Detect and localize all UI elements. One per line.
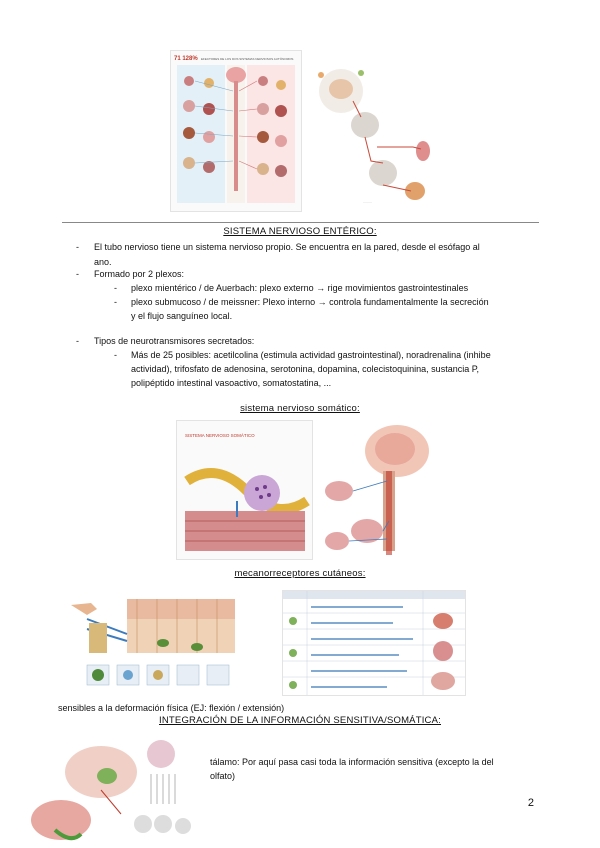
page-number: 2 <box>527 797 534 809</box>
plexus-myenteric: plexo mientérico / de Auerbach: plexo externo → rige movimientos gastrointestinales <box>131 283 469 293</box>
neurotransmitters-line-1: Más de 25 posibles: acetilcolina (estimula actividad gastrointestinal), noradrenalina (inhibe <box>131 350 491 360</box>
somatic-heading: sistema nervioso somático: <box>240 403 360 414</box>
sub-bullet-dash: - <box>114 297 117 307</box>
mechanoreceptors-heading: mecanorreceptores cutáneos: <box>234 568 366 579</box>
bullet-dash: - <box>76 242 79 252</box>
enteric-item-1-line-1: El tubo nervioso tiene un sistema nervioso propio. Se encuentra en la pared, desde el esófago al <box>94 242 480 252</box>
plexus-submucous-line-1: plexo submucoso / de meissner: Plexo interno → controla fundamentalmente la secreción <box>131 297 489 307</box>
mechanoreceptors-caption: sensibles a la deformación física (EJ: flexión / extensión) <box>58 703 285 713</box>
thalamus-line-1: tálamo: Por aquí pasa casi toda la información sensitiva (excepto la del <box>210 757 494 767</box>
enteric-item-2: Formado por 2 plexos: <box>94 269 185 279</box>
plexus-submucous-line-2: y el flujo sanguíneo local. <box>131 311 233 321</box>
neurotransmitters-line-2: actividad), trifosfato de adenosina, serotonina, dopamina, colecistoquinina, sustancia P, <box>131 364 480 374</box>
bullet-dash: - <box>76 269 79 279</box>
sub-bullet-dash: - <box>114 283 117 293</box>
integration-heading: INTEGRACIÓN DE LA INFORMACIÓN SENSITIVA/SOMÁTICA: <box>159 715 441 726</box>
neurotransmitters-line-3: polipéptido intestinal vasoactivo, somatostatina, ... <box>131 378 332 388</box>
svg-text:·········: ········· <box>363 200 372 204</box>
thalamus-line-2: olfato) <box>210 771 236 781</box>
section-divider <box>62 222 539 223</box>
somatic-reflex-figure <box>316 420 438 560</box>
figure-title: 71 128% <box>174 56 198 62</box>
thalamus-brain-figure <box>10 733 202 847</box>
receptor-classification-figure <box>282 590 466 696</box>
enteric-item-1-line-2: ano. <box>94 257 112 267</box>
enteric-heading: SISTEMA NERVIOSO ENTÉRICO: <box>223 226 377 237</box>
parasympathetic-innervation-figure <box>302 50 434 212</box>
enteric-item-3: Tipos de neurotransmisores secretados: <box>94 336 255 346</box>
sub-bullet-dash: - <box>114 350 117 360</box>
figure-title: SISTEMA NERVIOSO SOMÁTICO <box>185 433 255 438</box>
autonomic-effectors-figure <box>170 50 302 212</box>
figure-caption: EFECTORES DE LOS DOS SISTEMAS NERVIOSOS AUTÓNOMOS <box>201 57 294 61</box>
skin-receptors-figure <box>66 588 238 692</box>
somatic-nmj-figure <box>176 420 313 560</box>
bullet-dash: - <box>76 336 79 346</box>
